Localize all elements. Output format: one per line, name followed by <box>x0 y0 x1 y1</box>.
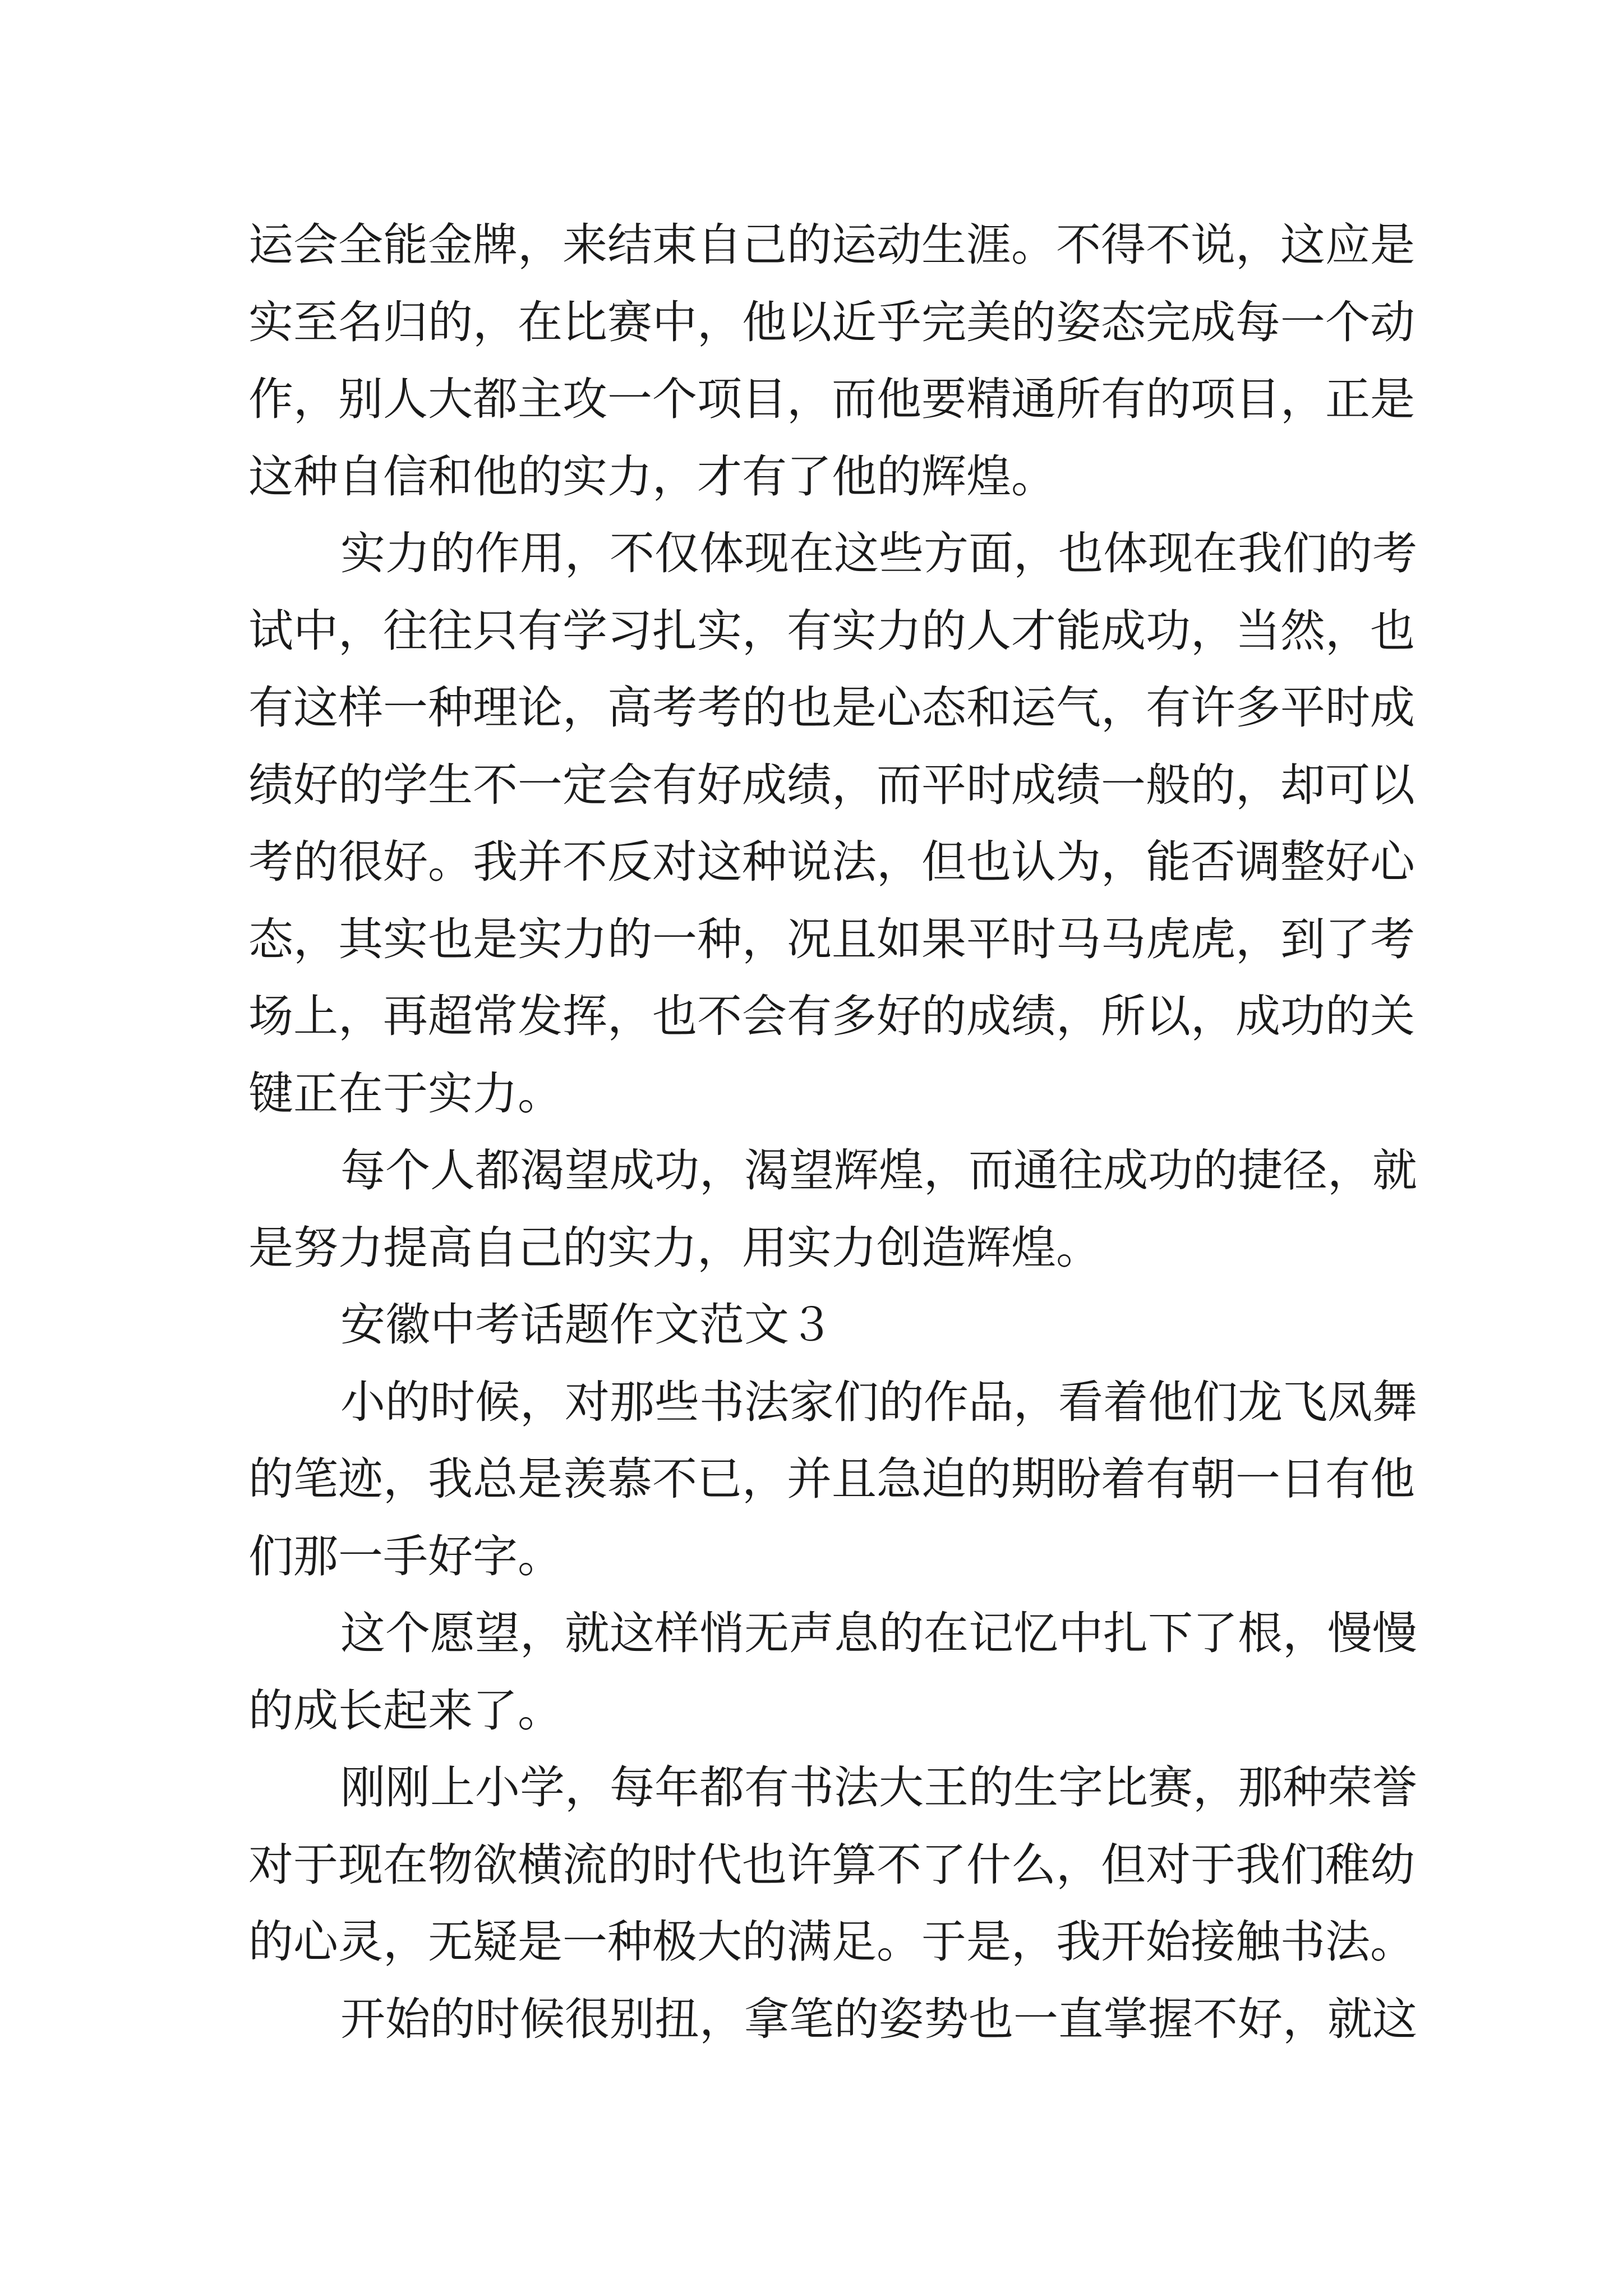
paragraph <box>248 1132 1417 1286</box>
text-line: 开始的时候很别扭，拿笔的姿势也一直掌握不好，就这 <box>340 1993 1417 2045</box>
text-line: 们那一手好字。 <box>248 1530 562 1582</box>
text-line: 实力的作用，不仅体现在这些方面，也体现在我们的考 <box>340 527 1417 579</box>
text-line: 这个愿望，就这样悄无声息的在记忆中扎下了根，慢慢 <box>340 1607 1417 1659</box>
text-line: 刚刚上小学，每年都有书法大王的生字比赛，那种荣誉 <box>340 1761 1417 1814</box>
paragraph <box>248 515 1417 1132</box>
paragraph <box>248 1981 1417 2058</box>
text-line: 实至名归的，在比赛中，他以近乎完美的姿态完成每一个动 <box>248 296 1415 348</box>
paragraph <box>248 1749 1417 1981</box>
text-line: 运会全能金牌，来结束自己的运动生涯。不得不说，这应是 <box>248 219 1415 271</box>
text-line: 是努力提高自己的实力，用实力创造辉煌。 <box>248 1221 1101 1274</box>
text-line: 场上，再超常发挥，也不会有多好的成绩，所以，成功的关 <box>248 990 1415 1042</box>
paragraph <box>248 1364 1417 1595</box>
text-line: 作，别人大都主攻一个项目，而他要精通所有的项目，正是 <box>248 373 1415 425</box>
text-line: 态，其实也是实力的一种，况且如果平时马马虎虎，到了考 <box>248 913 1415 965</box>
text-line: 考的很好。我并不反对这种说法，但也认为，能否调整好心 <box>248 836 1415 888</box>
document-body <box>248 206 1417 2058</box>
text-line: 绩好的学生不一定会有好成绩，而平时成绩一般的，却可以 <box>248 758 1415 811</box>
text-line: 的笔迹，我总是羡慕不已，并且急迫的期盼着有朝一日有他 <box>248 1453 1415 1505</box>
text-line: 有这样一种理论，高考考的也是心态和运气，有许多平时成 <box>248 682 1415 734</box>
text-line: 每个人都渴望成功，渴望辉煌，而通往成功的捷径，就 <box>340 1144 1417 1197</box>
text-line: 这种自信和他的实力，才有了他的辉煌。 <box>248 450 1056 503</box>
text-line: 小的时候，对那些书法家们的作品，看着他们龙飞凤舞 <box>340 1375 1417 1428</box>
paragraph <box>248 206 1415 515</box>
text-line: 的心灵，无疑是一种极大的满足。于是，我开始接触书法。 <box>248 1916 1415 1968</box>
text-line: 安徽中考话题作文范文３ <box>340 1299 834 1351</box>
text-line: 的成长起来了。 <box>248 1684 562 1737</box>
text-line: 对于现在物欲横流的时代也许算不了什么，但对于我们稚幼 <box>248 1838 1415 1891</box>
paragraph <box>248 1286 1393 1364</box>
text-line: 键正在于实力。 <box>248 1067 562 1120</box>
text-line: 试中，往往只有学习扎实，有实力的人才能成功，当然，也 <box>248 604 1415 657</box>
paragraph <box>248 1595 1417 1749</box>
